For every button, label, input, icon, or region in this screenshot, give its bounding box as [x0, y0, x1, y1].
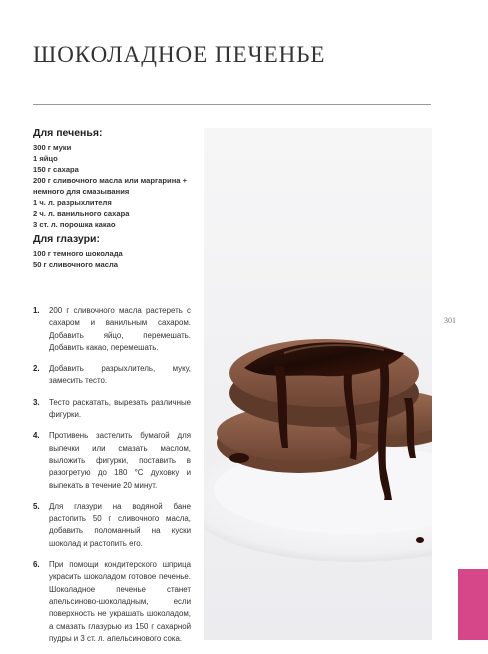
page-title: ШОКОЛАДНОЕ ПЕЧЕНЬЕ — [33, 42, 326, 67]
ingredient-item: 3 ст. л. порошка какао — [33, 220, 116, 229]
step-text: Для глазури на водяной бане растопить 50 г сливочного масла, добавить поломанный на куски шоколад и растопить его. — [49, 501, 191, 548]
recipe-step — [33, 559, 191, 645]
recipe-step — [33, 305, 191, 354]
ingredients-section — [33, 127, 203, 270]
ingredient-item: немного для смазывания — [33, 187, 130, 196]
step-number: 6. — [33, 560, 40, 570]
recipe-step — [33, 363, 191, 388]
step-text: При помощи кондитерского шприца украсить шоколадом готовое печенье. Шоколадное печенье станет апельсиново-шоколадным, если поверхность не украшать шоколадом, а смазать глазурью из 150 г сахарной пудры и 3 ст. л. апельсинового сока. — [49, 560, 191, 643]
ingredient-item: 50 г сливочного масла — [33, 260, 119, 269]
recipe-step — [33, 430, 191, 491]
step-number: 5. — [33, 501, 40, 511]
step-text: 200 г сливочного масла растереть с сахаром и ванильным сахаром. Добавить яйцо, перемешать. Добавить какао, перемешать. — [49, 306, 191, 352]
glaze-ingredients-heading: Для глазури: — [33, 233, 100, 245]
step-number: 3. — [33, 397, 40, 407]
ingredient-item: 1 яйцо — [33, 154, 58, 163]
step-text: Добавить разрыхлитель, муку, замесить тесто. — [49, 364, 191, 386]
chocolate-puddle — [229, 453, 249, 463]
ingredient-item: 1 ч. л. разрыхлителя — [33, 198, 112, 207]
page-number: 301 — [444, 316, 456, 325]
title-divider — [33, 104, 431, 105]
cookie-ingredients-heading: Для печенья: — [33, 127, 103, 139]
ingredient-item: 150 г сахара — [33, 165, 79, 174]
recipe-step — [33, 501, 191, 550]
recipe-step — [33, 397, 191, 422]
step-text: Противень застелить бумагой для выпечки или смазать маслом, выложить фигурки, поставить в разогретую до 180 °С духовку и выпекать в течение 20 минут. — [49, 431, 191, 490]
cookie-illustration — [204, 128, 432, 640]
ingredient-item: 200 г сливочного масла или маргарина + — [33, 176, 188, 185]
step-number: 1. — [33, 306, 40, 315]
step-number: 2. — [33, 364, 40, 374]
step-text: Тесто раскатать, вырезать различные фигурки. — [49, 397, 191, 420]
ingredient-item: 100 г темного шоколада — [33, 249, 123, 258]
ingredient-item: 2 ч. л. ванильного сахара — [33, 209, 130, 218]
cookie-ingredients-list — [33, 142, 203, 230]
cookie-photo — [204, 128, 432, 640]
ingredient-item: 300 г муки — [33, 143, 72, 152]
chapter-tab — [458, 569, 488, 640]
chocolate-drop — [416, 537, 424, 543]
step-number: 4. — [33, 431, 40, 441]
recipe-steps — [33, 305, 191, 654]
glaze-ingredients-list — [33, 248, 203, 270]
